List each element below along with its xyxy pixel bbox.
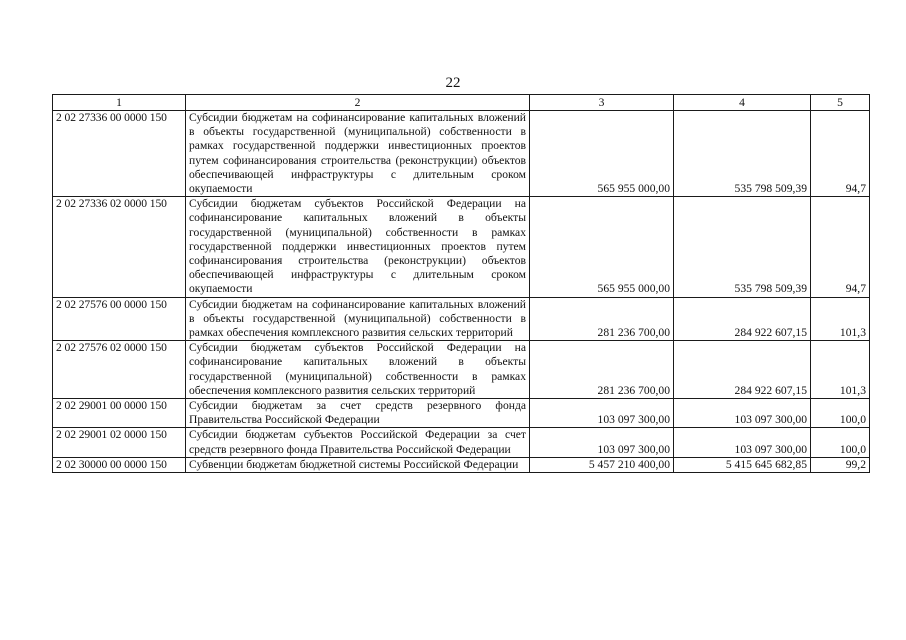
- actual-amount-cell: 5 415 645 682,85: [674, 457, 811, 472]
- table-row: [53, 111, 870, 197]
- execution-percent-cell: 94,7: [811, 197, 870, 297]
- planned-amount-cell: 565 955 000,00: [530, 111, 674, 197]
- execution-percent-cell: 99,2: [811, 457, 870, 472]
- revenue-name-cell: Субсидии бюджетам субъектов Российской Федерации на софинансирование капитальных вложений в объекты государственной (муниципальной) собственности в рамках обеспечения комплексного развития сельских территорий: [186, 341, 530, 399]
- table-row: [53, 457, 870, 472]
- table-row: [53, 399, 870, 428]
- actual-amount-cell: 535 798 509,39: [674, 197, 811, 297]
- actual-amount-cell: 284 922 607,15: [674, 297, 811, 341]
- revenue-name-cell: Субсидии бюджетам на софинансирование капитальных вложений в объекты государственной (муниципальной) собственности в рамках государственной поддержки инвестиционных проектов путем софинансирования строительства (реконструкции) объектов обеспечивающей инфраструктуры с длительным сроком окупаемости: [186, 111, 530, 197]
- execution-percent-cell: 101,3: [811, 297, 870, 341]
- column-header-4: 4: [674, 95, 811, 111]
- budget-code-cell: 2 02 27576 02 0000 150: [53, 341, 186, 399]
- planned-amount-cell: 281 236 700,00: [530, 341, 674, 399]
- column-header-5: 5: [811, 95, 870, 111]
- planned-amount-cell: 103 097 300,00: [530, 399, 674, 428]
- revenue-name-cell: Субсидии бюджетам субъектов Российской Федерации за счет средств резервного фонда Правительства Российской Федерации: [186, 428, 530, 457]
- revenue-name-cell: Субсидии бюджетам за счет средств резервного фонда Правительства Российской Федерации: [186, 399, 530, 428]
- budget-code-cell: 2 02 27336 00 0000 150: [53, 111, 186, 197]
- planned-amount-cell: 565 955 000,00: [530, 197, 674, 297]
- planned-amount-cell: 103 097 300,00: [530, 428, 674, 457]
- actual-amount-cell: 103 097 300,00: [674, 399, 811, 428]
- table-row: [53, 197, 870, 297]
- execution-percent-cell: 101,3: [811, 341, 870, 399]
- budget-code-cell: 2 02 29001 02 0000 150: [53, 428, 186, 457]
- actual-amount-cell: 284 922 607,15: [674, 341, 811, 399]
- actual-amount-cell: 535 798 509,39: [674, 111, 811, 197]
- budget-code-cell: 2 02 27336 02 0000 150: [53, 197, 186, 297]
- planned-amount-cell: 281 236 700,00: [530, 297, 674, 341]
- budget-code-cell: 2 02 29001 00 0000 150: [53, 399, 186, 428]
- column-header-3: 3: [530, 95, 674, 111]
- table-row: [53, 428, 870, 457]
- revenue-name-cell: Субвенции бюджетам бюджетной системы Российской Федерации: [186, 457, 530, 472]
- budget-table: [52, 94, 870, 473]
- actual-amount-cell: 103 097 300,00: [674, 428, 811, 457]
- execution-percent-cell: 100,0: [811, 399, 870, 428]
- execution-percent-cell: 100,0: [811, 428, 870, 457]
- execution-percent-cell: 94,7: [811, 111, 870, 197]
- revenue-name-cell: Субсидии бюджетам субъектов Российской Федерации на софинансирование капитальных вложений в объекты государственной (муниципальной) собственности в рамках государственной поддержки инвестиционных проектов путем софинансирования строительства (реконструкции) объектов обеспечивающей инфраструктуры с длительным сроком окупаемости: [186, 197, 530, 297]
- column-header-2: 2: [186, 95, 530, 111]
- budget-code-cell: 2 02 30000 00 0000 150: [53, 457, 186, 472]
- table-header-row: [53, 95, 870, 111]
- table-row: [53, 341, 870, 399]
- revenue-name-cell: Субсидии бюджетам на софинансирование капитальных вложений в объекты государственной (муниципальной) собственности в рамках обеспечения комплексного развития сельских территорий: [186, 297, 530, 341]
- budget-code-cell: 2 02 27576 00 0000 150: [53, 297, 186, 341]
- table-row: [53, 297, 870, 341]
- page-number: 22: [445, 75, 461, 91]
- column-header-1: 1: [53, 95, 186, 111]
- planned-amount-cell: 5 457 210 400,00: [530, 457, 674, 472]
